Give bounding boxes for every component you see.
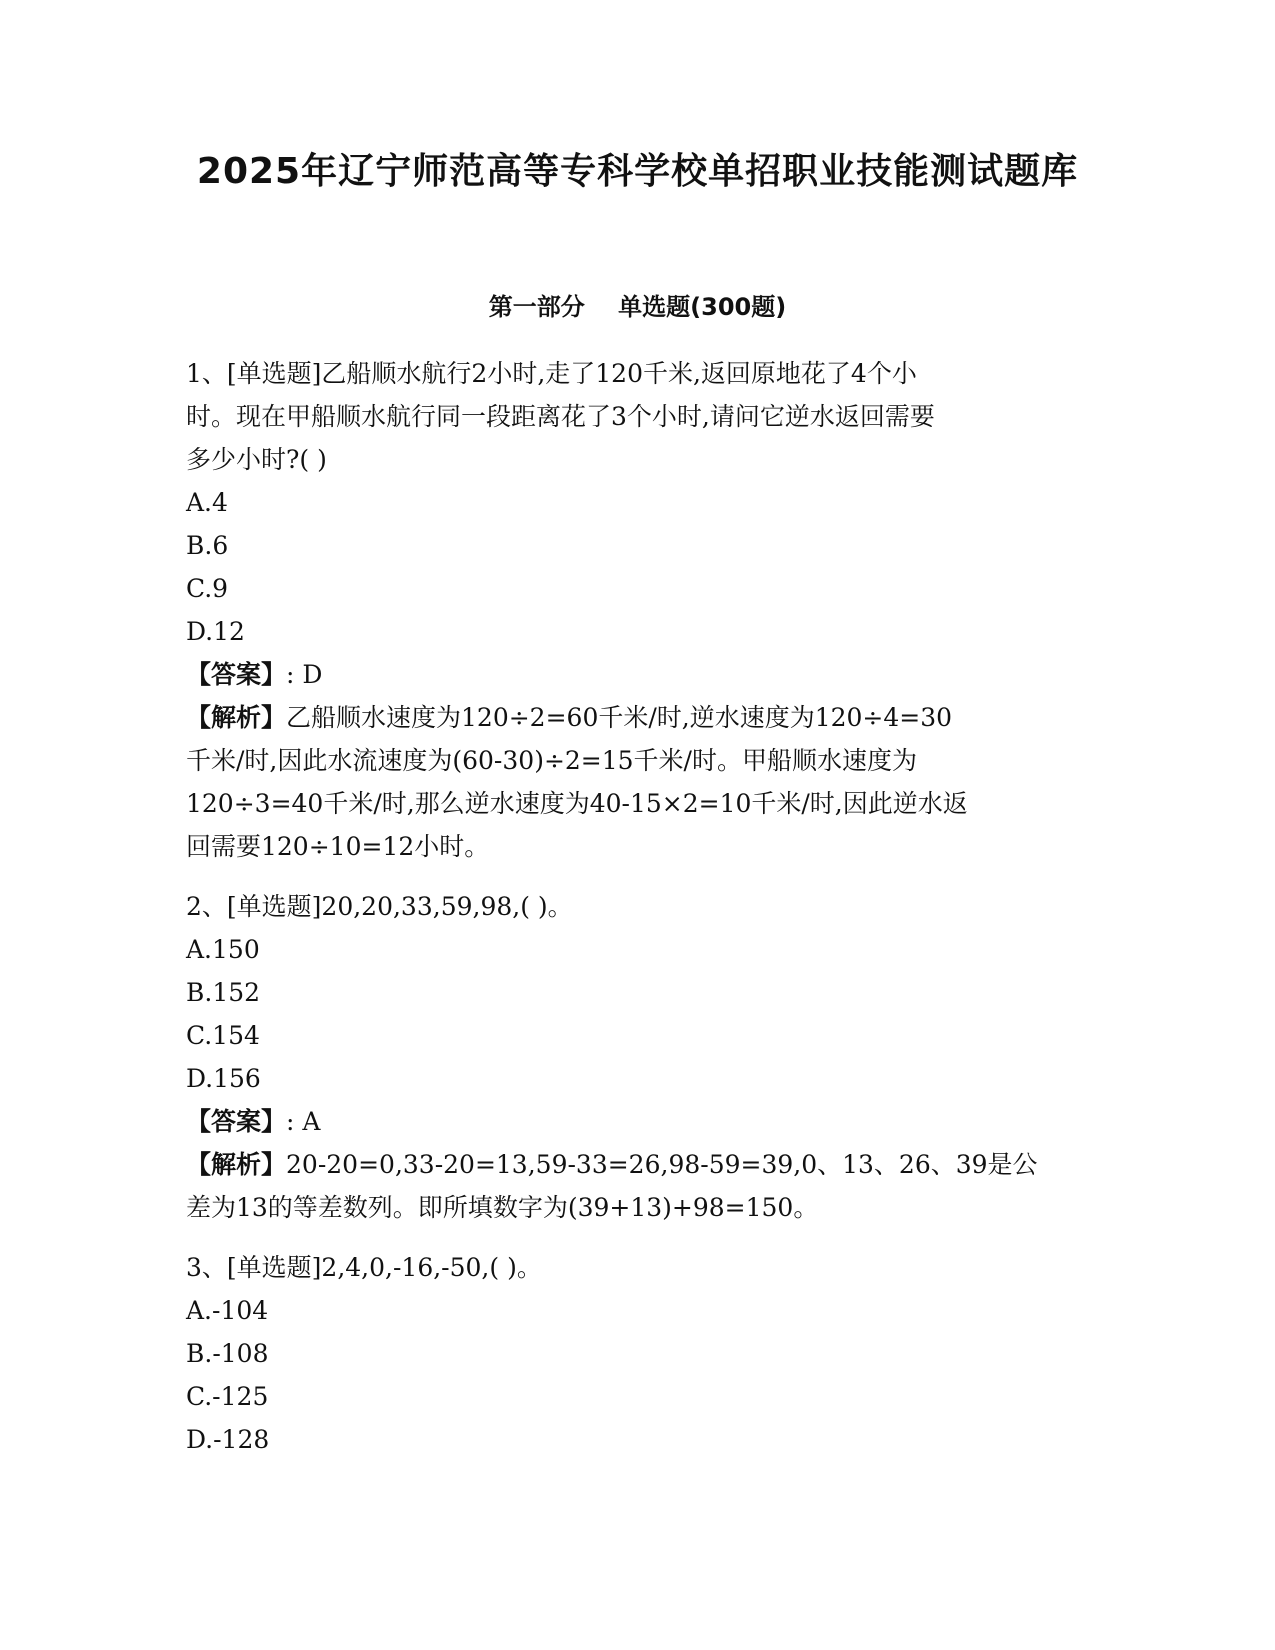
option-d: D.12 [186,617,245,646]
analysis-label: 【解析】 [186,1150,287,1179]
answer-label: 【答案】 [186,1107,287,1136]
question-2 [186,885,1086,1229]
question-1 [186,352,1086,868]
question-stem-line: 1、[单选题]乙船顺水航行2小时,走了120千米,返回原地花了4个小 [186,359,917,388]
analysis-text: 20-20=0,33-20=13,59-33=26,98-59=39,0、13、26、39是公 [286,1150,1038,1179]
question-stem-line: 多少小时?( ) [186,445,327,474]
analysis-text: 120÷3=40千米/时,那么逆水速度为40-15×2=10千米/时,因此逆水返 [186,789,968,818]
answer-value: : A [286,1107,321,1136]
answer-line [186,1100,1086,1143]
option-c: C.9 [186,574,229,603]
question-stem-line: 时。现在甲船顺水航行同一段距离花了3个小时,请问它逆水返回需要 [186,402,935,431]
option-d: D.-128 [186,1425,270,1454]
section-title: 第一部分 单选题(300题) [488,293,787,321]
analysis-text: 千米/时,因此水流速度为(60-30)÷2=15千米/时。甲船顺水速度为 [186,746,917,775]
question-list [186,352,1086,1461]
question-3 [186,1246,1086,1461]
answer-line [186,653,1086,696]
question-stem-line: 2、[单选题]20,20,33,59,98,( )。 [186,892,573,921]
option-c: C.-125 [186,1382,269,1411]
analysis-label: 【解析】 [186,703,287,732]
question-spacer [186,868,1086,885]
option-a: A.-104 [186,1296,269,1325]
option-b: B.6 [186,531,229,560]
option-c: C.154 [186,1021,260,1050]
option-d: D.156 [186,1064,261,1093]
answer-value: : D [286,660,323,689]
option-b: B.-108 [186,1339,269,1368]
analysis-line [186,1143,1086,1186]
analysis-line [186,696,1086,739]
answer-label: 【答案】 [186,660,287,689]
analysis-text: 差为13的等差数列。即所填数字为(39+13)+98=150。 [186,1193,819,1222]
analysis-text: 乙船顺水速度为120÷2=60千米/时,逆水速度为120÷4=30 [286,703,953,732]
analysis-text: 回需要120÷10=12小时。 [186,832,490,861]
question-stem-line: 3、[单选题]2,4,0,-16,-50,( )。 [186,1253,542,1282]
question-spacer [186,1229,1086,1246]
option-a: A.150 [186,935,260,964]
document-title: 2025年辽宁师范高等专科学校单招职业技能测试题库 [196,151,1079,192]
option-a: A.4 [186,488,228,517]
option-b: B.152 [186,978,261,1007]
